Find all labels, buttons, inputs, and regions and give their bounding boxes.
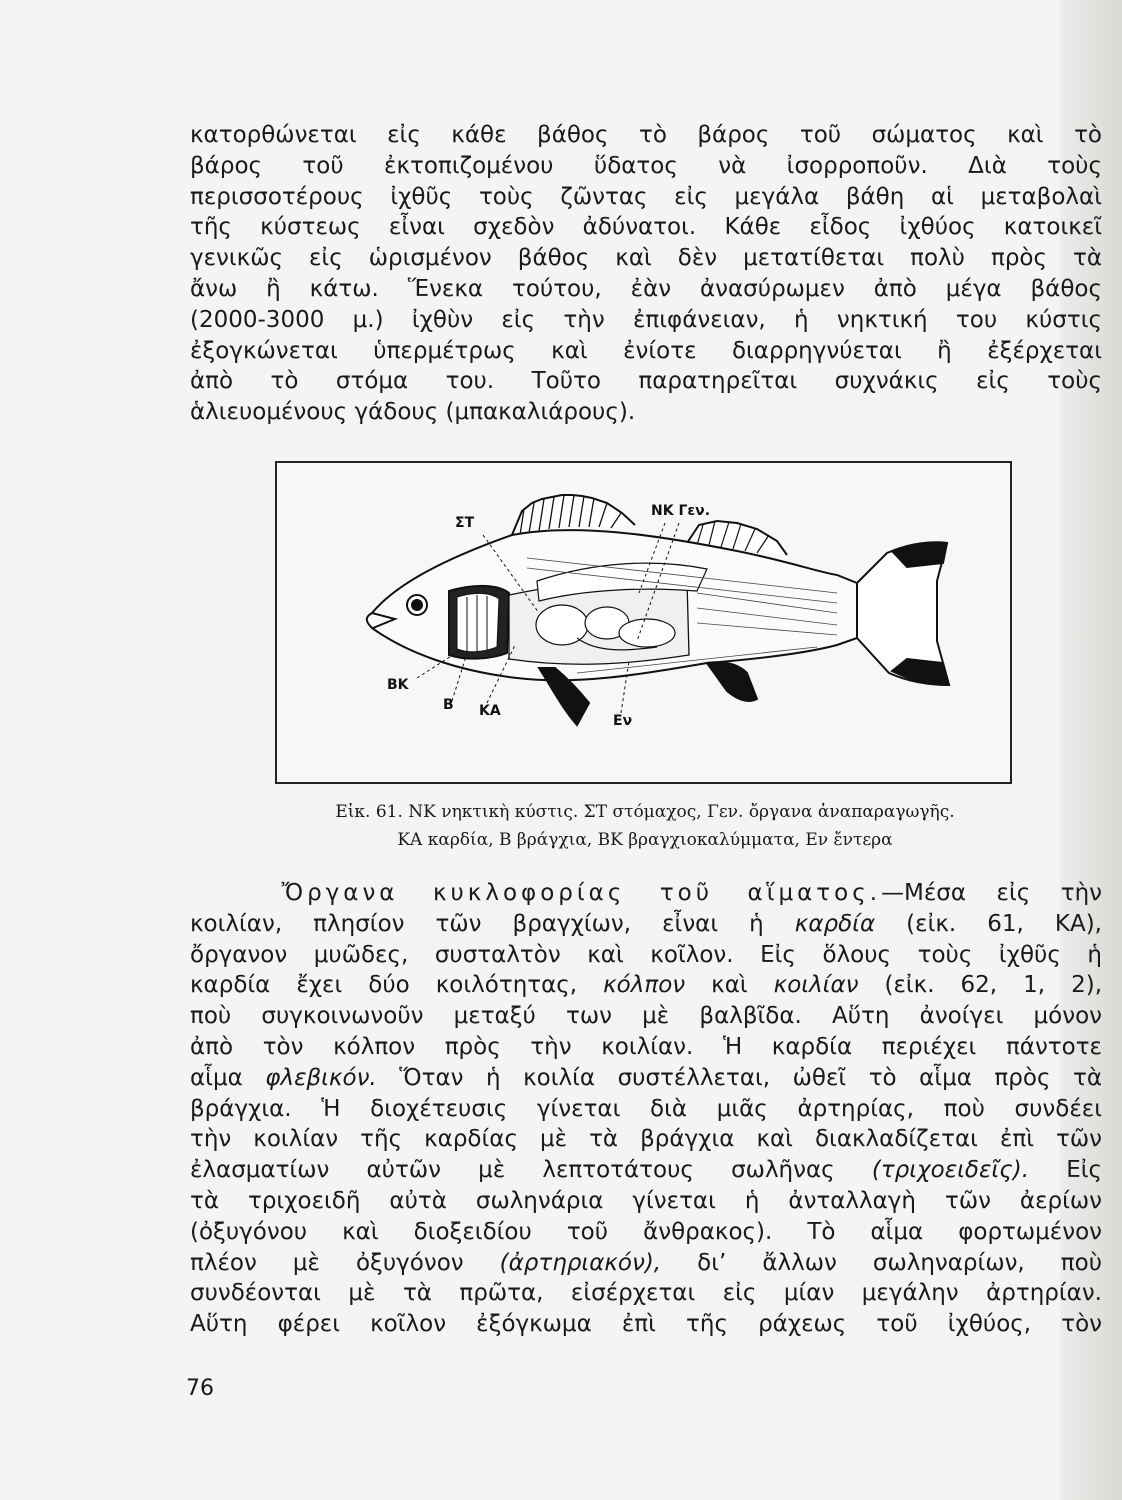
text-line: ἀπὸ τὸ στόμα του. Τοῦτο παρατηρεῖται συχνάκις εἰς τοὺς bbox=[190, 368, 1102, 395]
label-heart: ΚΑ bbox=[479, 703, 501, 719]
section-heading: Ὄργανα κυκλοφορίας τοῦ αἵματος. bbox=[281, 880, 882, 906]
text-line: Ὄργανα κυκλοφορίας τοῦ αἵματος.—Μέσα εἰς τὴν bbox=[281, 880, 1103, 906]
text-line: γενικῶς εἰς ὡρισμένον βάθος καὶ δὲν μετατίθεται πολὺ πρὸς τὰ bbox=[190, 245, 1102, 272]
text-line: καρδία ἔχει δύο κοιλότητας, κόλπον καὶ κοιλίαν (εἰκ. 62, 1, 2), bbox=[190, 972, 1103, 999]
paragraph-top bbox=[190, 120, 1102, 428]
text-line: αἷμα φλεβικόν. Ὅταν ἡ κοιλία συστέλλεται, ὠθεῖ τὸ αἷμα πρὸς τὰ bbox=[190, 1064, 1102, 1091]
text-line: τὴν κοιλίαν τῆς καρδίας μὲ τὰ βράγχια καὶ διακλαδίζεται ἐπὶ τῶν bbox=[190, 1126, 1102, 1153]
label-intestine: Εν bbox=[613, 713, 633, 729]
label-gill-cover: ΒΚ bbox=[387, 677, 409, 693]
text-line: ἄνω ἢ κάτω. Ἕνεκα τούτου, ἐὰν ἀνασύρωμεν ἀπὸ μέγα βάθος bbox=[190, 275, 1102, 302]
fish-illustration bbox=[277, 463, 1010, 782]
fish-figure bbox=[275, 461, 1012, 784]
text-line: ἐλασματίων αὐτῶν μὲ λεπτοτάτους σωλῆνας (τριχοειδεῖς). Εἰς bbox=[190, 1157, 1103, 1184]
text-line: βράγχια. Ἡ διοχέτευσις γίνεται διὰ μιᾶς ἀρτηρίας, ποὺ συνδέει bbox=[190, 1095, 1102, 1122]
text-line: περισσοτέρους ἰχθῦς τοὺς ζῶντας εἰς μεγάλα βάθη αἱ μεταβολαὶ bbox=[190, 183, 1102, 210]
text-line: πλέον μὲ ὀξυγόνον (ἀρτηριακόν), δι’ ἄλλων σωληναρίων, ποὺ bbox=[190, 1249, 1103, 1276]
text-line: τῆς κύστεως εἶναι σχεδὸν ἀδύνατοι. Κάθε εἶδος ἰχθύος κατοικεῖ bbox=[190, 214, 1102, 241]
label-stomach: ΣΤ bbox=[455, 515, 475, 531]
text-line: ποὺ συγκοινωνοῦν μεταξύ των μὲ βαλβῖδα. Αὕτη ἀνοίγει μόνον bbox=[190, 1003, 1102, 1030]
figure-caption-line-1: Εἰκ. 61. ΝΚ νηκτικὴ κύστις. ΣΤ στόμαχος, Γεν. ὄργανα ἀναπαραγωγῆς. bbox=[335, 802, 955, 822]
text-line: ὄργανον μυῶδες, συσταλτὸν καὶ κοῖλον. Εἰς ὅλους τοὺς ἰχθῦς ἡ bbox=[190, 941, 1102, 968]
text-line: ἐξογκώνεται ὑπερμέτρως καὶ ἐνίοτε διαρρηγνύεται ἢ ἐξέρχεται bbox=[190, 337, 1102, 364]
text-line: Αὕτη φέρει κοῖλον ἐξόγκωμα ἐπὶ τῆς ράχεως τοῦ ἰχθύος, τὸν bbox=[190, 1311, 1102, 1338]
label-gills: Β bbox=[443, 697, 454, 713]
text-line: κατορθώνεται εἰς κάθε βάθος τὸ βάρος τοῦ σώματος καὶ τὸ bbox=[190, 122, 1102, 148]
text-line: βάρος τοῦ ἐκτοπιζομένου ὕδατος νὰ ἰσορροποῦν. Διὰ τοὺς bbox=[190, 152, 1102, 179]
text-line: τὰ τριχοειδῆ αὐτὰ σωληνάρια γίνεται ἡ ἀνταλλαγὴ τῶν ἀερίων bbox=[190, 1187, 1102, 1214]
text-line: (ὀξυγόνου καὶ διοξειδίου τοῦ ἄνθρακος). Τὸ αἷμα φορτωμένον bbox=[190, 1218, 1102, 1245]
text-line: ἁλιευομένους γάδους (μπακαλιάρους). bbox=[190, 399, 636, 426]
text-line: (2000-3000 μ.) ἰχθὺν εἰς τὴν ἐπιφάνειαν, ἡ νηκτική του κύστις bbox=[190, 306, 1102, 333]
text-line: κοιλίαν, πλησίον τῶν βραγχίων, εἶναι ἡ καρδία (εἰκ. 61, ΚΑ), bbox=[190, 910, 1102, 937]
text-line: συνδέονται μὲ τὰ πρῶτα, εἰσέρχεται εἰς μίαν μεγάλην ἀρτηρίαν. bbox=[190, 1280, 1102, 1307]
figure-caption-line-2: ΚΑ καρδία, Β βράγχια, ΒΚ βραγχιοκαλύμματα, Εν ἔντερα bbox=[397, 830, 893, 850]
paragraph-bottom bbox=[190, 878, 1102, 1340]
label-swim-bladder-gonads: ΝΚ Γεν. bbox=[651, 503, 711, 519]
text-line: ἀπὸ τὸν κόλπον πρὸς τὴν κοιλίαν. Ἡ καρδία περιέχει πάντοτε bbox=[190, 1033, 1102, 1060]
page-number: 76 bbox=[186, 1376, 214, 1401]
